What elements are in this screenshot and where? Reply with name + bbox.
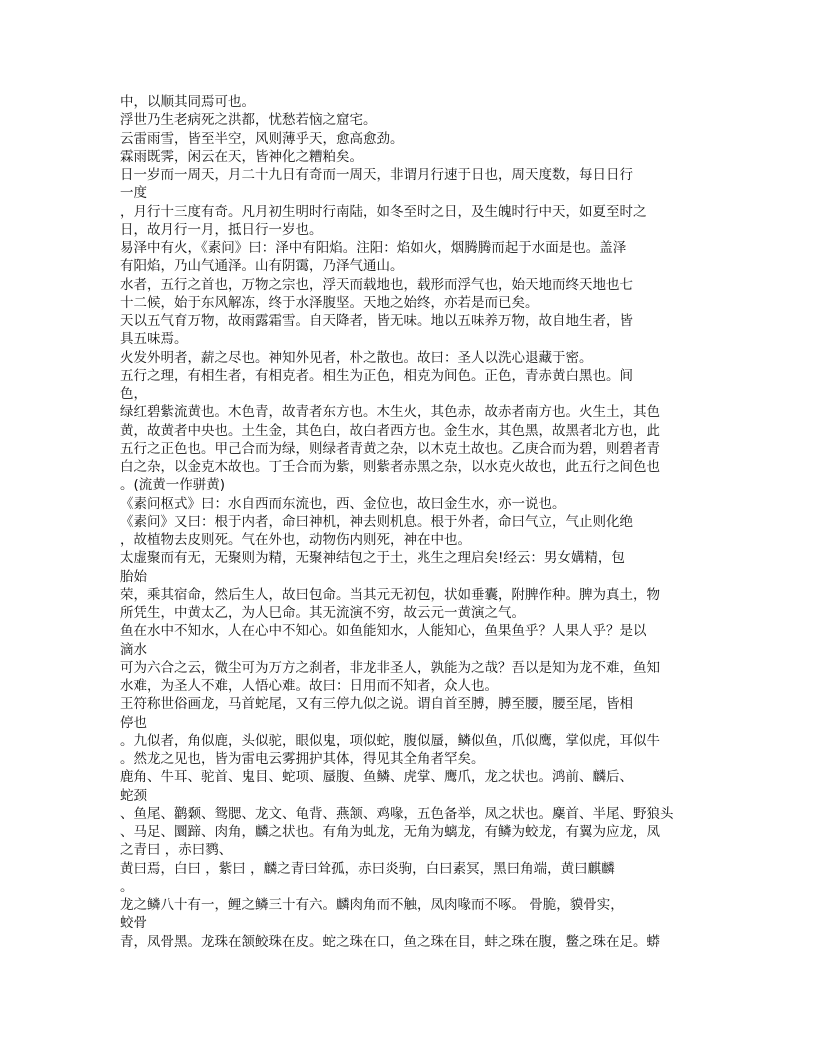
text-line: 鹿角、牛耳、驼首、鬼目、蛇项、蜃腹、鱼鳞、虎掌、鹰爪，龙之状也。鸿前、麟后、 <box>120 769 633 786</box>
text-line: 停也 <box>120 714 147 731</box>
text-line: 。(流黄一作骈黄) <box>120 477 226 494</box>
text-line: 日一岁而一周天，月二十九日有奇而一周天，非谓月行速于日也，周天度数，每日日行 <box>120 167 633 183</box>
text-line: 具五味焉。 <box>120 331 188 348</box>
text-line: 《素问枢式》曰：水自西而东流也，西、金位也，故曰金生水，亦一说也。 <box>120 495 566 512</box>
text-line: 天以五气育万物，故雨露霜雪。自天降者，皆无味。地以五味养万物，故自地生者，皆 <box>120 313 633 329</box>
text-line: 中，以顺其同焉可也。 <box>120 94 255 110</box>
text-line: 黄，故黄者中央也。土生金，其色白，故白者西方也。金生水，其色黑，故黑者北方也，此 <box>120 422 660 439</box>
text-line: 五行之正色也。甲己合而为绿，则绿者青黄之杂，以木克土故也。乙庚合而为碧，则碧者青 <box>120 440 660 457</box>
text-line: 。然龙之见也，皆为雷电云雾拥护其体，得见其全角者罕矣。 <box>120 751 485 767</box>
text-line: 可为六合之云，微尘可为万方之刹者，非龙非圣人，孰能为之哉？吾以是知为龙不难，鱼知 <box>120 659 660 676</box>
text-line: ，故植物去皮则死。气在外也，动物伤内则死，神在中也。 <box>120 532 471 548</box>
text-line: 白之杂，以金克木故也。丁壬合而为紫，则紫者赤黑之杂，以水克火故也，此五行之间色也 <box>120 459 660 475</box>
text-line: 。九似者，角似鹿，头似驼，眼似鬼，项似蛇，腹似蜃，鳞似鱼，爪似鹰，掌似虎，耳似牛 <box>120 732 660 749</box>
text-line: 一度 <box>120 185 147 202</box>
text-line: 青，凤骨黑。龙珠在颔鲛珠在皮。蛇之珠在口，鱼之珠在目，蚌之珠在腹，鳖之珠在足。蟒 <box>120 933 660 950</box>
text-line: 色， <box>120 386 147 402</box>
text-line: 云雷雨雪，皆至半空，风则薄乎天，愈高愈劲。 <box>120 130 404 147</box>
text-line: ，月行十三度有奇。凡月初生明时行南陆，如冬至时之日，及生魄时行中天，如夏至时之 <box>120 203 647 220</box>
text-line: 蛇颈 <box>120 787 147 804</box>
text-line: 水难，为圣人不难，人悟心难。故曰：日用而不知者，众人也。 <box>120 678 498 694</box>
text-line: 日，故月行一月，抵日行一岁也。 <box>120 221 323 238</box>
text-line: 鱼在水中不知水，人在心中不知心。如鱼能知水，人能知心，鱼果鱼乎？人果人乎？是以 <box>120 623 647 640</box>
document-body <box>120 93 674 951</box>
text-line: 《素问》又曰：根于内者，命曰神机，神去则机息。根于外者，命曰气立，气止则化绝 <box>120 513 633 530</box>
text-line: 、马足、圜蹄、肉角，麟之状也。有角为虬龙，无角为螭龙，有鳞为蛟龙，有翼为应龙，凤 <box>120 824 660 840</box>
text-line: 龙之鳞八十有一，鲤之鳞三十有六。麟肉角而不触，凤肉喙而不啄。 骨脆，貘骨实， <box>120 897 624 913</box>
text-line: 黄曰焉，白曰 ，紫曰 ，麟之青曰耸孤，赤曰炎驹，白曰素冥，黑曰角端，黄曰麒麟 <box>120 860 615 877</box>
text-line: 有阳焰，乃山气通泽。山有阴霭，乃泽气通山。 <box>120 258 404 275</box>
text-line: 五行之理，有相生者，有相克者。相生为正色，相克为间色。正色，青赤黄白黑也。间 <box>120 367 633 384</box>
text-line: 滴水 <box>120 641 147 658</box>
text-line: 蛟骨 <box>120 915 147 932</box>
text-line: 十二候，始于东风解冻，终于水泽腹坚。天地之始终，亦若是而已矣。 <box>120 294 539 311</box>
text-line: 王符称世俗画龙，马首蛇尾，又有三停九似之说。谓自首至膊，膊至腰，腰至尾，皆相 <box>120 696 633 713</box>
text-line: 火发外明者，薪之尽也。神知外见者，朴之散也。故曰：圣人以洗心退藏于密。 <box>120 349 593 366</box>
text-line: 易泽中有火，《素问》曰：泽中有阳焰。注阳：焰如火，烟腾腾而起于水面是也。盖泽 <box>120 240 627 256</box>
text-line: 之青曰 ，赤曰鹨、 <box>120 842 233 859</box>
text-line: 水者，五行之首也，万物之宗也，浮天而载地也，载形而浮气也，始天地而终天地也七 <box>120 276 633 293</box>
text-line: 胎始 <box>120 568 147 585</box>
text-line: 、鱼尾、鹳颡、鸳腮、龙文、龟背、燕颔、鸡喙，五色备举，凤之状也。麇首、半尾、野狼头 <box>120 805 674 822</box>
text-line: 所凭生，中黄太乙，为人巳命。其无流演不穷，故云元一黄演之气。 <box>120 605 525 621</box>
text-line: 太虚聚而有无，无聚则为精，无聚神结包之于土，兆生之理启矣!经云：男女媾精，包 <box>120 550 625 567</box>
text-line: 霖雨既霁，闲云在天，皆神化之糟粕矣。 <box>120 148 363 165</box>
text-line: 绿红碧紫流黄也。木色青，故青者东方也。木生火，其色赤，故赤者南方也。火生土，其色 <box>120 404 660 421</box>
text-line: 浮世乃生老病死之洪都，忧愁若恼之窟宅。 <box>120 112 377 129</box>
text-line: 。 <box>120 878 134 895</box>
text-line: 荣，乘其宿命，然后生人，故曰包命。当其元无初包，状如垂囊，附脾作种。脾为真土，物 <box>120 586 660 603</box>
